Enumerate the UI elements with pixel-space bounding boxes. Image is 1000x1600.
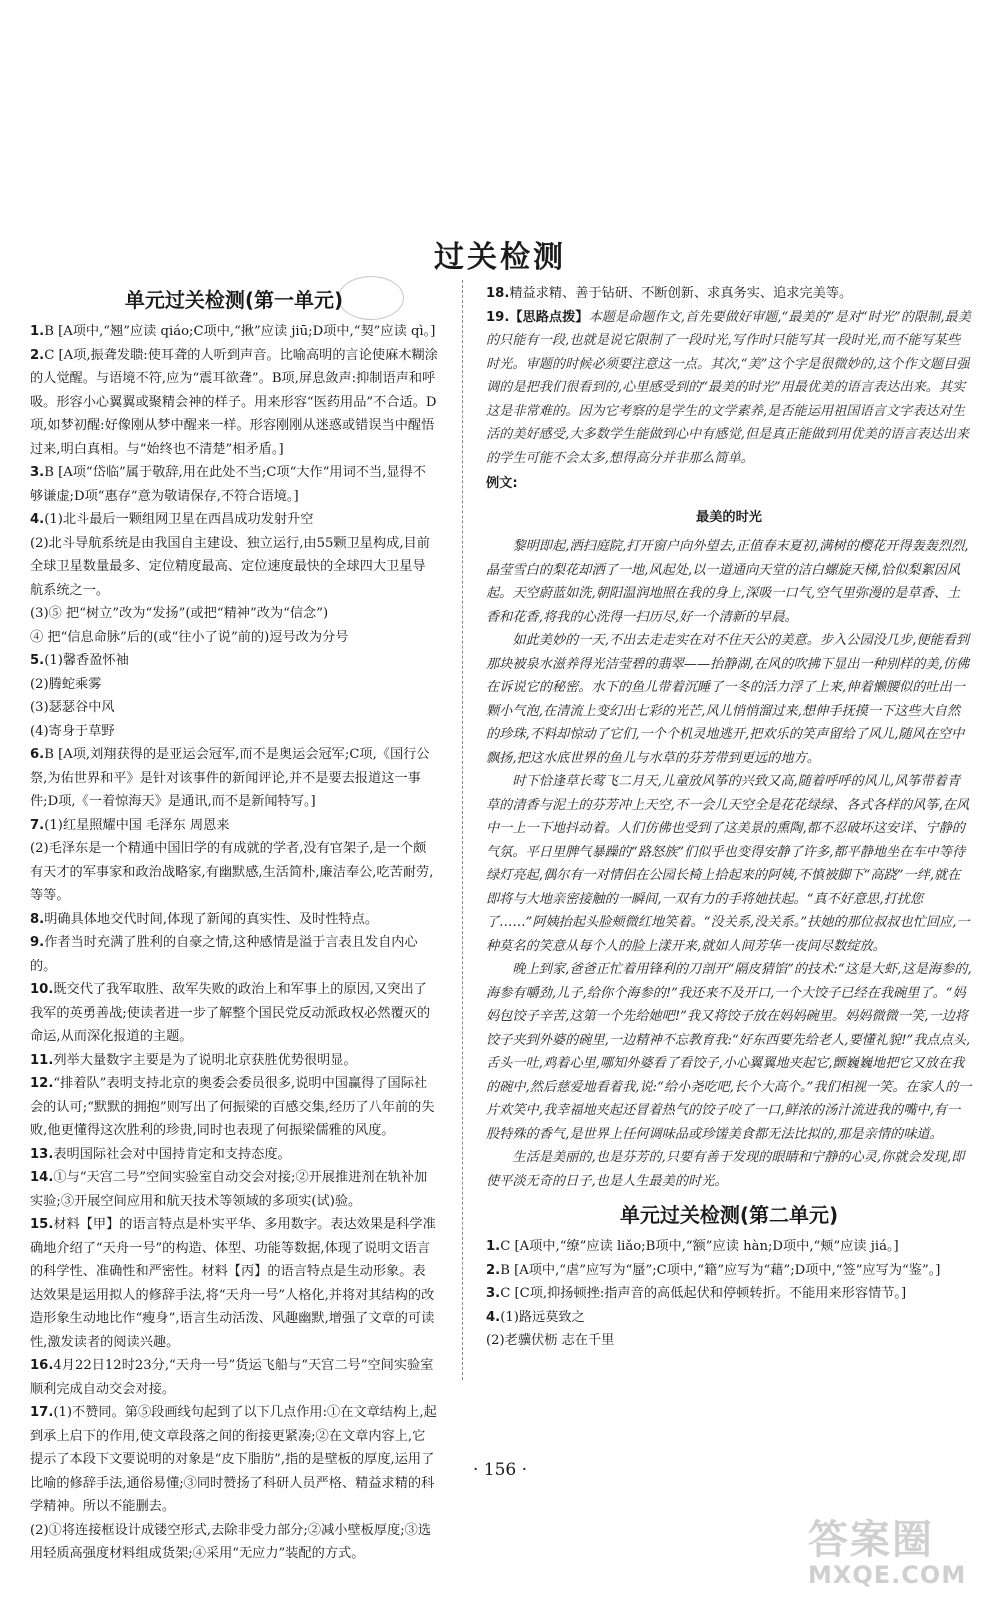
answer-text: 4月22日12时23分,“天舟一号”货运飞船与“天宫二号”空间实验室顺利完成自动交会对接。 [30,1358,434,1397]
answer-item [30,649,438,743]
answer-text: 表明国际社会对中国持肯定和支持态度。 [53,1146,291,1162]
answer-number: 1. [30,324,45,339]
answer-text: (2)毛泽东是一个精通中国旧学的有成就的学者,没有官架子,是一个颇有天才的军事家和政治战略家,有幽默感,生活简朴,廉洁奉公,吃苦耐劳,等等。 [30,841,434,903]
answer-number: 7. [30,817,45,833]
answer-text: (3)瑟瑟谷中风 [30,700,115,715]
answer-text: (2)老骥伏枥 志在千里 [486,1333,615,1348]
answer-item [30,1213,438,1354]
answer-item [30,931,438,978]
essay-paragraph: 如此美妙的一天,不出去走走实在对不住天公的美意。步入公园没几步,便能看到那块被泉水滋养得光洁莹碧的翡翠——抬静湖,在风的吹拂下显出一种别样的美,仿佛在诉说它的秘密。水下的鱼儿带着沉睡了一冬的活力浮了上来,伸着懒腰似的吐出一颗小气泡,在清流上变幻出七彩的光芒,风儿悄悄溜过来,想伸手抚摸一下这些大自然的珍珠,不料却惊动了它们,一个个机灵地逃开,把欢乐的笑声留给了风儿,随风在空中飘扬,把这水底世界的鱼儿与水草的芬芳带到更远的地方。 [486,633,970,766]
answer-number: 8. [30,911,45,927]
answer-item [30,908,438,932]
answer-text: B [A项,刘翔获得的是亚运会冠军,而不是奥运会冠军;C项,《国行公祭,为佑世界和平》是针对该事件的新闻评论,并不是要去报道这一事件;D项,《一着惊海天》是通讯,而不是新闻特写。] [30,747,430,809]
answer-text: (1)红星照耀中国 毛泽东 周恩来 [44,817,230,833]
essay-paragraph: 晚上到家,爸爸正忙着用锋利的刀剖开“隔皮猜馅”的技术:“这是大虾,这是海参的,海参有嚼劲,儿子,给你个海参的!”我还来不及开口,一个大饺子已经在我碗里了。“妈妈包饺子辛苦,这第一个先给她吧!”我又将饺子放在妈妈碗里。妈妈微微一笑,一边将饺子夹到外婆的碗里,一边精神不忘教育我:“好东西要先给老人,要懂礼貌!”我点点头,舌头一吐,鸡着心里,哪知外婆看了看饺子,小心翼翼地夹起它,颤巍巍地把它又放在我的碗中,然后慈爱地看着我,说:“给小尧吃吧,长个大高个。”我们相视一笑。在家人的一片欢笑中,我幸福地夹起还冒着热气的饺子咬了一口,鲜浓的汤汁流进我的嘴中,有一股特殊的香气,是世界上任何调味品或珍馐美食都无法比拟的,那是亲情的味道。 [486,962,972,1142]
answer-text: “排着队”表明支持北京的奥委会委员很多,说明中国赢得了国际社会的认可;“默默的拥抱”则写出了何振梁的百感交集,经历了八年前的失败,他更懂得这次胜利的珍贵,同时也表现了何振梁儒雅的风度。 [30,1076,435,1138]
answer-item [30,814,438,908]
answer-text: 既交代了我军取胜、敌军失败的政治上和军事上的原因,又突出了我军的英勇善战;使读者进一步了解整个国民党反动派政权必然覆灭的命运,从而深化报道的主题。 [30,982,431,1044]
answer-number: 16. [30,1358,54,1373]
answer-number: 11. [30,1052,54,1068]
answer-item [486,1259,972,1283]
answer-item [30,1401,438,1566]
answer-text: C [C项,抑扬顿挫:指声音的高低起伏和停顿转折。不能用来形容情节。] [500,1286,907,1301]
answer-number: 19. [486,309,510,325]
answer-text: (1)不赞同。第⑤段画线句起到了以下几点作用:①在文章结构上,起到承上启下的作用,使文章段落之间的衔接更紧凑;②在文章内容上,它提示了本段下文要说明的对象是“皮下脂肪”,指的是壁板的厚度,运用了比喻的修辞手法,通俗易懂;③同时赞扬了科研人员严格、精益求精的科学精神。所以不能删去。 [30,1405,437,1514]
answer-item [486,282,972,306]
answer-text: C [A项,振聋发聩:使耳聋的人听到声音。比喻高明的言论使麻木糊涂的人觉醒。与语境不符,应为“震耳欲聋”。B项,屏息敛声:抑制语声和呼吸。形容小心翼翼或聚精会神的样子。用来形容“医药用品”不合适。D项,如梦初醒:好像刚从梦中醒来一样。形容刚刚从迷惑或错误当中醒悟过来,明白真相。与“始终也不清楚”相矛盾。] [30,347,438,457]
answer-number: 18. [486,286,510,301]
essay-paragraph: 时下恰逢草长莺飞二月天,儿童放风筝的兴致又高,随着呼呼的风儿,风筝带着青草的清香与泥土的芬芳冲上天空,不一会儿天空全是花花绿绿、各式各样的风筝,在风中一上一下地抖动着。人们仿佛也受到了这美景的熏陶,都不忍破坏这安详、宁静的气氛。平日里脾气暴躁的“路怒族”们似乎也变得安静了许多,都平静地坐在车中等待绿灯亮起,偶尔有一对情侣在公园长椅上拾起来的阿姨,不慎被脚下“高跷”一绊,就在即将与大地亲密接触的一瞬间,一双有力的手将她扶起。“真不好意思,打扰您了……”阿姨抬起头脸颊微红地笑着。“没关系,没关系。”扶她的那位叔叔也忙回应,一种莫名的笑意从每个人的脸上漾开来,就如人间芳华一夜间尽数绽放。 [486,774,970,954]
answer-item [486,1235,972,1259]
answer-text: (2)①将连接框设计成镂空形式,去除非受力部分;②减小壁板厚度;③选用轻质高强度材料组成货架;④采用“无应力”装配的方式。 [30,1522,432,1561]
answer-item [30,508,438,649]
column-divider [462,280,463,1380]
right-answer-list [486,282,972,306]
answer-text: C [A项中,“缭”应读 liǎo;B项中,“额”应读 hàn;D项中,“颊”应读 jiá。] [500,1239,899,1254]
answer-item [30,320,438,344]
answer-item [30,344,438,462]
answer-number: 14. [30,1170,54,1185]
answer-item [30,743,438,814]
answer-text: 材料【甲】的语言特点是朴实平华、多用数字。表达效果是科学准确地介绍了“天舟一号”的构造、体型、功能等数据,体现了说明文语言的科学性、准确性和严密性。材料【丙】的语言特点是生动形象。表达效果是运用拟人的修辞手法,将“天舟一号”人格化,并将对其结构的改造形象生动地比作“瘦身”,语言生动活泼、风趣幽默,增强了文章的可读性,激发读者的阅读兴趣。 [30,1217,436,1350]
answer-text: ④ 把“信息命脉”后的(或“往小了说”前的)逗号改为分号 [30,629,349,645]
answer-number: 15. [30,1217,54,1232]
answer-item [486,1282,972,1306]
answer-item [30,1354,438,1401]
answer-text: 精益求精、善于钻研、不断创新、求真务实、追求完美等。 [509,286,853,301]
right-column [486,282,972,1353]
answer-number: 12. [30,1076,54,1091]
unit2-title: 单元过关检测(第二单元) [619,1203,839,1227]
answer-text: (4)寄身于草野 [30,723,115,739]
unit2-answer-list [486,1235,972,1353]
answer-text: (1)路远莫致之 [500,1309,585,1325]
answer-text: (1)馨香盈怀袖 [44,653,129,668]
answer-number: 3. [486,1286,501,1301]
answer-text: (3)⑤ 把“树立”改为“发扬”(或把“精神”改为“信念”) [30,606,329,621]
answer-item-19 [486,306,972,471]
answer-number: 2. [30,347,45,363]
answer-number: 6. [30,747,45,762]
answer-text: B [A项中,“虐”应写为“蜃”;C项中,“籍”应写为“藉”;D项中,“签”应写为“鉴”。] [500,1262,941,1278]
essay-paragraph: 黎明即起,洒扫庭院,打开窗户向外望去,正值春末夏初,满树的樱花开得轰轰烈烈,晶莹雪白的梨花却洒了一地,风起处,以一道通向天堂的洁白螺旋天梯,恰似梨絮因风起。天空蔚蓝如洗,朝阳温润地照在我的身上,深吸一口气,空气里弥漫的是草香、土香和花香,将我的心洗得一扫历尽,好一个清新的早晨。 [486,539,969,625]
watermark-logo: 答案圈 MXQE.COM [808,1517,967,1589]
think-tag: 【思路点拨】 [509,309,589,325]
answer-item [30,1072,438,1143]
answer-text: 明确具体地交代时间,体现了新闻的真实性、及时性特点。 [44,911,379,927]
answer-text: 列举大量数字主要是为了说明北京获胜优势很明显。 [53,1052,357,1068]
answer-text: (2)北斗导航系统是由我国自主建设、独立运行,由55颗卫星构成,目前全球卫星数量最多、定位精度最高、定位速度最快的全球四大卫星导航系统之一。 [30,535,430,598]
answer-text: 作者当时充满了胜利的自豪之情,这种感情是溢于言表且发自内心的。 [30,935,418,974]
answer-item [30,1049,438,1073]
answer-text: B [A项中,“翘”应读 qiáo;C项中,“揪”应读 jiū;D项中,“契”应读 qì。] [44,324,436,339]
essay-body [486,535,972,1193]
answer-text: 本题是命题作文,首先要做好审题,“最美的”是对“时光”的限制,最美的只能有一段,也就是说它限制了一段时光,写作时只能写其一段时光,而不能写某些时光。审题的时候必须要注意这一点。其次,“美”这个字是很微妙的,这个作文题目强调的是把我们很看到的,心里感受到的“最美的时光”用最优美的语言表达出来。其实这是非常难的。因为它考察的是学生的文学素养,是否能运用祖国语言文字表达对生活的美好感受,大多数学生能做到心中有感觉,但是真正能做到用优美的语言表达出来的学生可能不会太多,想得高分并非那么简单。 [486,309,971,466]
unit1-answer-list [30,320,438,1566]
answer-number: 3. [30,465,45,480]
page-number: · 156 · [472,1460,528,1480]
answer-text: (2)腾蛇乘雾 [30,676,102,692]
answer-number: 1. [486,1239,501,1254]
essay-title: 最美的时光 [696,509,762,525]
answer-text: B [A项“岱临”属于敬辞,用在此处不当;C项“大作”用词不当,显得不够谦虚;D项“惠存”意为敬请保存,不符合语境。] [30,465,426,504]
answer-number: 4. [30,512,45,527]
answer-number: 10. [30,982,54,997]
unit1-title: 单元过关检测(第一单元) [124,288,344,312]
essay-paragraph: 生活是美丽的,也是芬芳的,只要有善于发现的眼睛和宁静的心灵,你就会发现,即使平淡无奇的日子,也是人生最美的时光。 [486,1150,965,1189]
answer-number: 4. [486,1309,501,1325]
answer-number: 9. [30,935,45,950]
answer-number: 2. [486,1262,501,1278]
left-column [30,282,438,1566]
answer-number: 5. [30,653,45,668]
answer-number: 17. [30,1405,54,1420]
answer-item [30,978,438,1049]
essay-label: 例文: [486,476,518,491]
answer-text: ①与“天宫二号”空间实验室自动交会对接;②开展推进剂在轨补加实验;③开展空间应用和航天技术等领域的多项实(试)验。 [30,1170,428,1209]
page-title: 过关检测 [434,240,566,275]
answer-item [30,461,438,508]
answer-item [486,1306,972,1353]
answer-text: (1)北斗最后一颗组网卫星在西昌成功发射升空 [44,512,314,527]
answer-number: 13. [30,1146,54,1162]
answer-item [30,1166,438,1213]
answer-item [30,1143,438,1167]
